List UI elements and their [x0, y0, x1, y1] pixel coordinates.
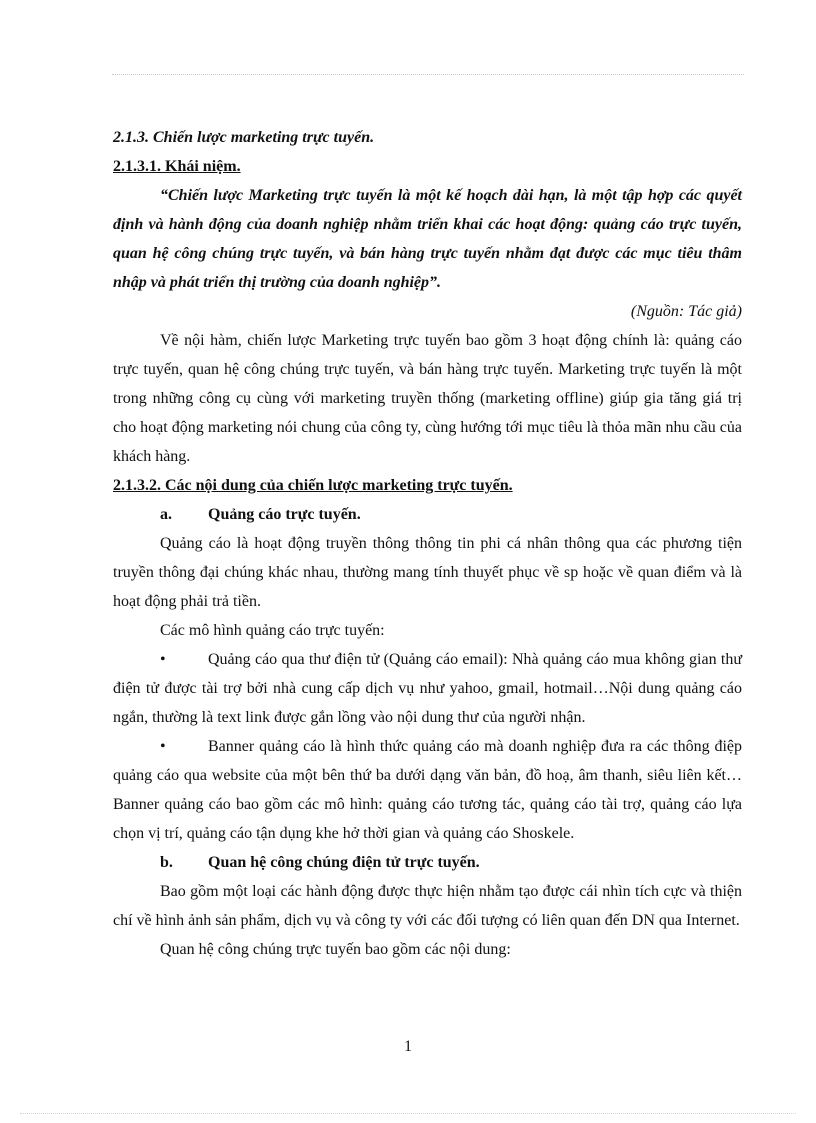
section-heading-2-1-3: 2.1.3. Chiến lược marketing trực tuyến.: [113, 129, 375, 146]
paragraph-pr-definition: Bao gồm một loại các hành động được thực hiện nhằm tạo được cái nhìn tích cực và thiện chí về hình ảnh sản phẩm, dịch vụ và công ty với các đối tượng có liên quan đến DN qua Internet.: [113, 883, 742, 929]
bullet-email-text: Quảng cáo qua thư điện tử (Quảng cáo email): Nhà quảng cáo mua không gian thư điện tử được tài trợ bởi nhà cung cấp dịch vụ như yahoo, gmail, hotmail…Nội dung quảng cáo ngắn, thường là text link được gắn lồng vào nội dung thư của người nhận.: [113, 651, 742, 726]
section-b-title: Quan hệ công chúng điện tử trực tuyến.: [208, 854, 480, 871]
paragraph-advertising-models: Các mô hình quảng cáo trực tuyến:: [160, 622, 385, 639]
section-b-heading: [113, 848, 742, 877]
section-a-heading: [113, 500, 742, 529]
page-number: 1: [404, 1038, 412, 1055]
bullet-email-advertising: [113, 645, 742, 732]
footer-divider: [20, 1113, 796, 1114]
definition-quote: “Chiến lược Marketing trực tuyến là một kế hoạch dài hạn, là một tập hợp các quyết định và hành động của doanh nghiệp nhằm triển khai các hoạt động: quảng cáo trực tuyến, quan hệ công chúng trực tuyến, và bán hàng trực tuyến nhằm đạt được các mục tiêu thâm nhập và phát triển thị trường của doanh nghiệp”.: [113, 187, 742, 291]
section-a-title: Quảng cáo trực tuyến.: [208, 506, 361, 523]
section-a-marker: a.: [160, 506, 172, 523]
bullet-banner-advertising: [113, 732, 742, 848]
quote-source: (Nguồn: Tác giả): [630, 303, 742, 320]
header-divider: [112, 74, 744, 75]
subsection-heading-2-1-3-1: 2.1.3.1. Khái niệm.: [113, 158, 241, 175]
paragraph-scope: Về nội hàm, chiến lược Marketing trực tuyến bao gồm 3 hoạt động chính là: quảng cáo trực tuyến, quan hệ công chúng trực tuyến, và bán hàng trực tuyến. Marketing trực tuyến là một trong những công cụ cùng với marketing truyền thống (marketing offline) giúp gia tăng giá trị cho hoạt động marketing nói chung của công ty, cùng hướng tới mục tiêu là thỏa mãn nhu cầu của khách hàng.: [113, 332, 742, 465]
paragraph-advertising-definition: Quảng cáo là hoạt động truyền thông thông tin phi cá nhân thông qua các phương tiện truyền thông đại chúng khác nhau, thường mang tính thuyết phục về sp hoặc về quan điểm và là hoạt động phải trả tiền.: [113, 535, 742, 610]
document-body: [113, 123, 742, 964]
section-b-marker: b.: [160, 854, 173, 871]
bullet-banner-text: Banner quảng cáo là hình thức quảng cáo mà doanh nghiệp đưa ra các thông điệp quảng cáo qua website của một bên thứ ba dưới dạng văn bản, đồ hoạ, âm thanh, siêu liên kết… Banner quảng cáo bao gồm các mô hình: quảng cáo tương tác, quảng cáo tài trợ, quảng cáo lựa chọn vị trí, quảng cáo tận dụng khe hở thời gian và quảng cáo Shoskele.: [113, 738, 742, 842]
bullet-icon: •: [160, 738, 166, 755]
paragraph-pr-contents: Quan hệ công chúng trực tuyến bao gồm các nội dung:: [160, 941, 511, 958]
subsection-heading-2-1-3-2: 2.1.3.2. Các nội dung của chiến lược marketing trực tuyến.: [113, 477, 513, 494]
bullet-icon: •: [160, 651, 166, 668]
